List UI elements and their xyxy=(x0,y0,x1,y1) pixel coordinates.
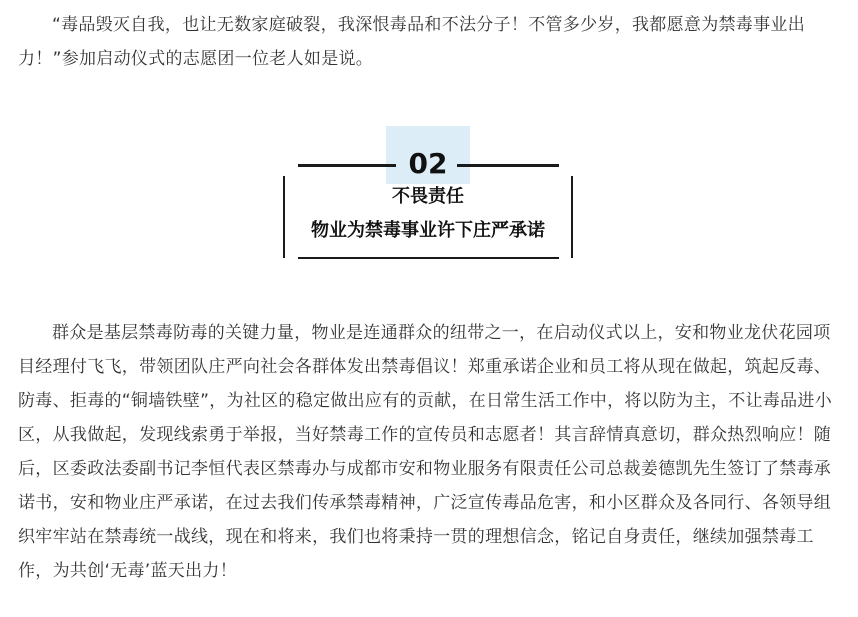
paragraph-volunteer-quote: “毒品毁灭自我，也让无数家庭破裂，我深恨毒品和不法分子！不管多少岁，我都愿意为禁毒事业出力！”参加启动仪式的志愿团一位老人如是说。 xyxy=(18,15,806,69)
heading-rule-right xyxy=(457,164,559,167)
paragraph-property-commitment: 群众是基层禁毒防毒的关键力量，物业是连通群众的纽带之一，在启动仪式以上，安和物业龙伏花园项目经理付飞飞，带领团队庄严向社会各群体发出禁毒倡议！郑重承诺企业和员工将从现在做起，筑起反毒、防毒、拒毒的“铜墙铁壁”，为社区的稳定做出应有的贡献，在日常生活工作中，将以防为主，不让毒品进小区，从我做起，发现线索勇于举报，当好禁毒工作的宣传员和志愿者！其言辞情真意切，群众热烈响应！随后，区委政法委副书记李恒代表区禁毒办与成都市安和物业服务有限责任公司总裁姜德凯先生签订了禁毒承诺书，安和物业庄严承诺，在过去我们传承禁毒精神，广泛宣传毒品危害，和小区群众及各同行、各领导组织牢牢站在禁毒统一战线，现在和将来，我们也将秉持一贯的理想信念，铭记自身责任，继续加强禁毒工作，为共创‘无毒’蓝天出力！ xyxy=(18,323,833,581)
section-number: 02 xyxy=(408,147,448,180)
heading-rule-bottom xyxy=(298,257,559,259)
section-title-line-1: 不畏责任 xyxy=(392,186,464,207)
heading-rule-left xyxy=(298,164,396,167)
section-heading xyxy=(283,126,573,262)
section-title-line-2: 物业为禁毒事业许下庄严承诺 xyxy=(311,220,545,241)
